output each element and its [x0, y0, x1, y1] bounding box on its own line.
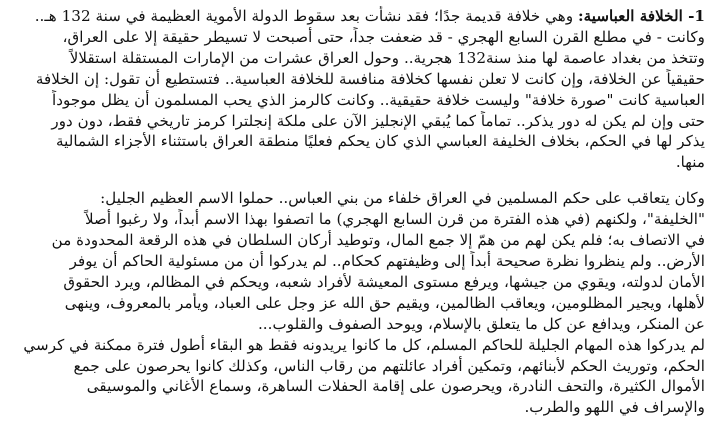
paragraph-rulers-priorities — [10, 335, 705, 419]
text-line: عن المنكر، ويدافع عن كل ما يتعلق بالإسلام، ويوحد الصفوف والقلوب... — [257, 314, 705, 333]
text-line: منها. — [675, 153, 705, 172]
text-line: لم يدركوا هذه المهام الجليلة للحاكم المسلم، كل ما كانوا يريدونه فقط هو البقاء أطول فترة ممكنة في كرسي — [23, 335, 705, 354]
text-line: وكانت - في مطلع القرن السابع الهجري - قد ضعفت جداً، حتى أصبحت لا تسيطر حقيقة إلا على العراق، — [62, 27, 705, 46]
text-line: والإسراف في اللهو والطرب. — [524, 398, 705, 417]
paragraph-abbasid-caliphate-intro — [10, 6, 705, 173]
text-line: الأرض.. ولم ينظروا نظرة صحيحة أبداً إلى وظيفتهم كحكام.. لم يدركوا أن من مسئولية الحاكم أن يوفر — [69, 251, 705, 270]
text-line: الأمان لدولته، ويقوي من جيشها، ويرفع مستوى المعيشة لأفراد شعبه، ويحكم في المظالم، ويرد الحقوق — [63, 272, 705, 291]
text-line: حتى وإن لم يكن له دور يذكر.. تماماً كما يُبقي الإنجليز الآن على ملكة إنجلترا كرمز تاريخي فقط، دون دور — [51, 111, 705, 130]
text-line: الأموال الكثيرة، والتحف النادرة، ويحرصون على إقامة الحفلات الساهرة، وسماع الأغاني والموسيقى — [86, 377, 705, 396]
text-line: لأهلها، ويجير المظلومين، ويعاقب الظالمين، ويقيم حق الله عز وجل على العباد، ويأمر بالمعروف، وينهى — [64, 293, 705, 312]
text-line: يذكر لها في الحكم، بخلاف الخليفة العباسي الذي كان يحكم فعليًا منطقة العراق باستثناء الأجزاء الشمالية — [55, 132, 705, 151]
text-line: الحكم، وتوريث الحكم لأبنائهم، وتمكين أفراد عائلتهم من رقاب الناس، وكذلك كانوا يحرصون على جمع — [73, 356, 705, 375]
text-line: في الاتصاف به؛ فلم يكن لهم من همّ إلا جمع المال، وتوطيد أركان السلطان في هذه الرقعة المحدودة من — [51, 231, 705, 250]
text-line-content: وهي خلافة قديمة جدًا؛ فقد نشأت بعد سقوط الدولة الأموية العظيمة في سنة 132 هـ.. — [34, 7, 578, 25]
section-heading: 1- الخلافة العباسية: — [577, 7, 705, 25]
text-line: وكان يتعاقب على حكم المسلمين في العراق خلفاء من بني العباس.. حملوا الاسم العظيم الجليل: — [100, 189, 705, 208]
text-line: العباسية كانت "صورة خلافة" وليست خلافة حقيقية.. وكانت كالرمز الذي يحب المسلمون أن يظل موجوداً — [52, 90, 705, 109]
text-line — [10, 6, 705, 27]
text-line: حقيقياً عن الخلافة، وإن كانت لا تعلن نفسها كخلافة منافسة للخلافة العباسية.. فتستطيع أن تقول: إن الخلافة — [35, 69, 705, 88]
text-line: "الخليفة"، ولكنهم (في هذه الفترة من قرن السابع الهجري) ما اتصفوا بهذا الاسم أبداً، ولا رغبوا أصلاً — [84, 210, 705, 229]
text-line: وتتخذ من بغداد عاصمة لها منذ سنة132 هجرية.. وحول العراق عشرات من الإمارات المستقلة استقلالاً — [69, 48, 705, 67]
paragraph-abbasid-rulers — [10, 188, 705, 334]
